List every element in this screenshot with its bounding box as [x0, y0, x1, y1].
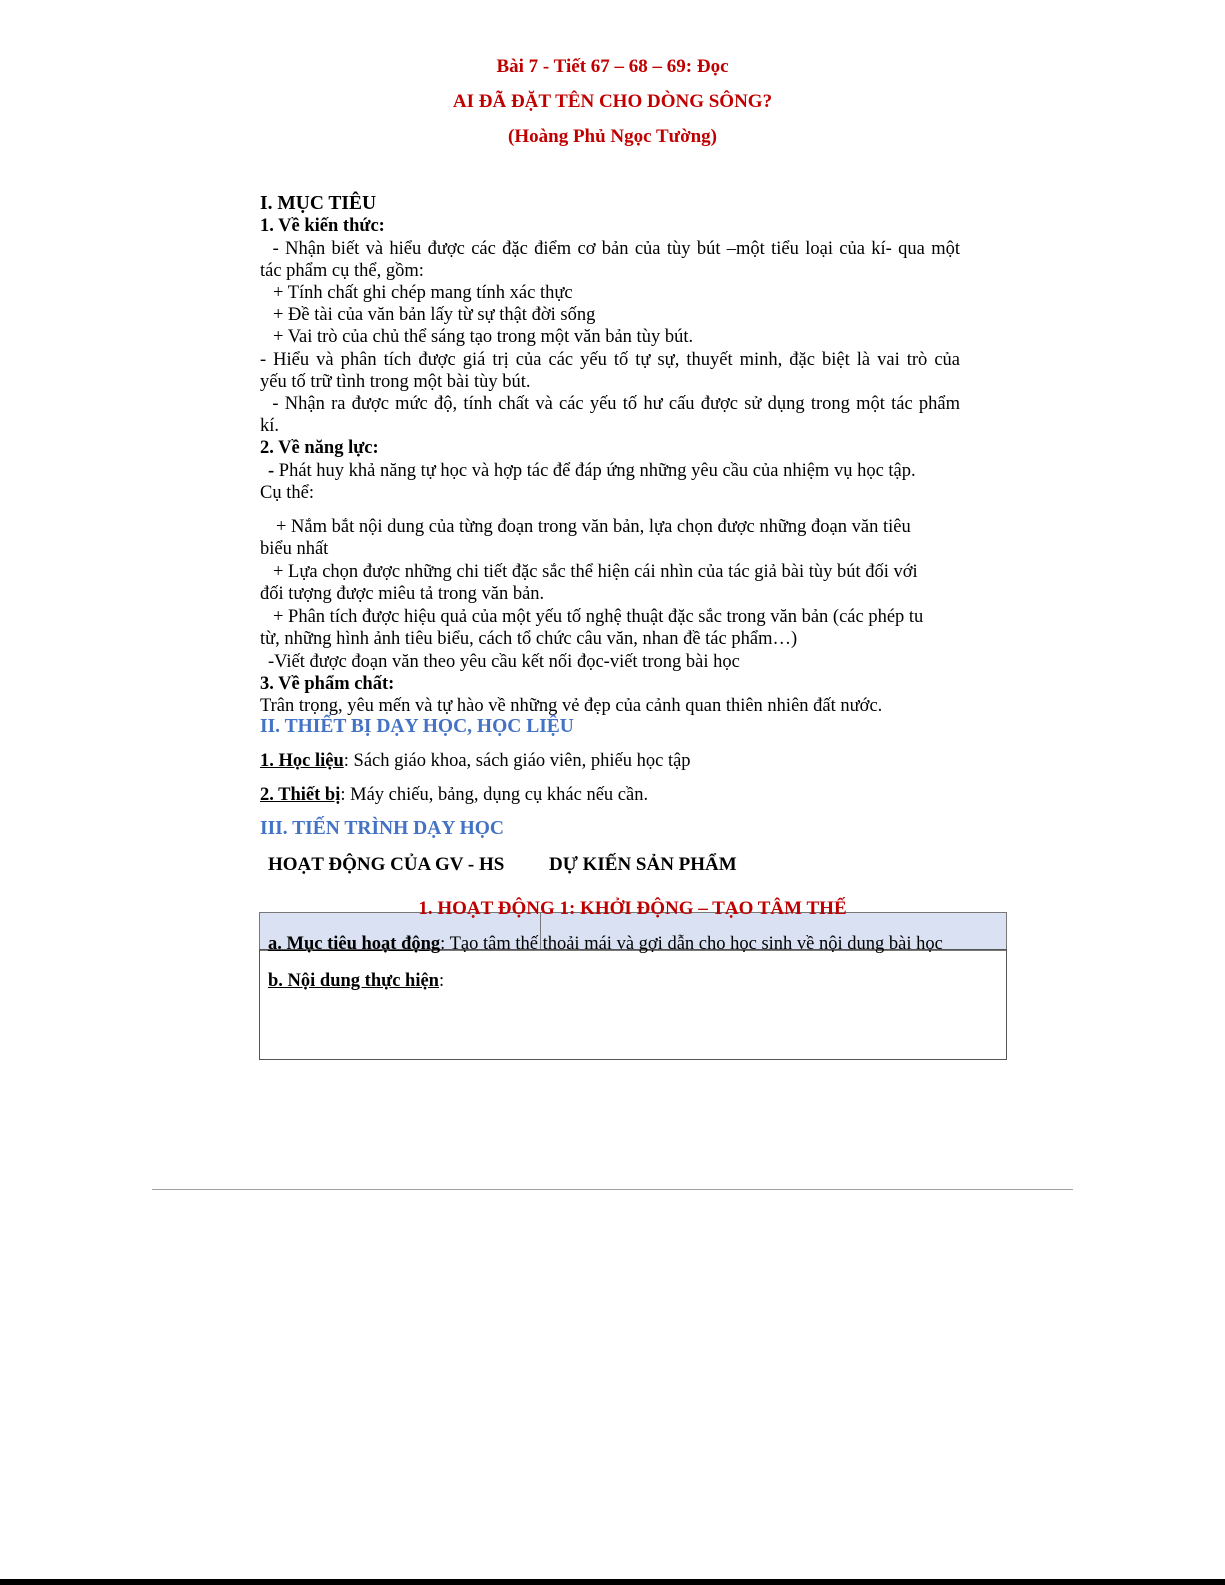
section-process-heading: III. TIẾN TRÌNH DẠY HỌC: [260, 818, 504, 839]
materials-text: : Sách giáo khoa, sách giáo viên, phiếu học tập: [343, 751, 691, 771]
quality-heading: 3. Về phẩm chất:: [260, 674, 395, 694]
competence-item: + Lựa chọn được những chi tiết đặc sắc thể hiện cái nhìn của tác giả bài tùy bút đối với: [273, 562, 918, 582]
materials-label: 1. Học liệu: [260, 751, 344, 771]
content-line: [268, 970, 444, 992]
activity-title: 1. HOẠT ĐỘNG 1: KHỞI ĐỘNG – TẠO TÂM THẾ: [418, 898, 847, 919]
competence-item: + Nắm bắt nội dung của từng đoạn trong văn bản, lựa chọn được những đoạn văn tiêu: [276, 517, 911, 537]
competence-text: Cụ thể:: [260, 483, 314, 503]
quality-text: Trân trọng, yêu mến và tự hào về những vẻ đẹp của cảnh quan thiên nhiên đất nước.: [260, 696, 883, 716]
author-line: (Hoàng Phủ Ngọc Tường): [508, 126, 717, 147]
goal-label: a. Mục tiêu hoạt động: [268, 934, 441, 954]
competence-item: biểu nhất: [260, 539, 329, 559]
column-header-activities: HOẠT ĐỘNG CỦA GV - HS: [268, 854, 505, 875]
knowledge-text: yếu tố trữ tình trong một bài tùy bút.: [260, 372, 531, 392]
section-equipment-heading: II. THIẾT BỊ DẠY HỌC, HỌC LIỆU: [260, 716, 574, 737]
document-title: AI ĐÃ ĐẶT TÊN CHO DÒNG SÔNG?: [452, 91, 773, 112]
competence-item: -Viết được đoạn văn theo yêu cầu kết nối đọc-viết trong bài học: [268, 652, 740, 672]
competence-dash: -: [268, 461, 275, 481]
equipment-line: [260, 784, 648, 806]
lesson-line: Bài 7 - Tiết 67 – 68 – 69: Đọc: [496, 56, 729, 77]
knowledge-text: - Hiểu và phân tích được giá trị của các yếu tố tự sự, thuyết minh, đặc biệt là vai trò của: [260, 350, 960, 370]
goal-text: : Tạo tâm thế thoải mái và gợi dẫn cho học sinh về nội dung bài học: [440, 934, 943, 954]
equipment-text: : Máy chiếu, bảng, dụng cụ khác nếu cần.: [340, 785, 649, 805]
page-divider: [152, 1189, 1073, 1190]
competence-item: từ, những hình ảnh tiêu biểu, cách tổ chức câu văn, nhan đề tác phẩm…): [260, 629, 798, 649]
knowledge-text: tác phẩm cụ thể, gồm:: [260, 261, 424, 281]
knowledge-text: - Nhận ra được mức độ, tính chất và các yếu tố hư cấu được sử dụng trong một tác phẩm: [260, 394, 960, 414]
competence-line: Phát huy khả năng tự học và hợp tác để đáp ứng những yêu cầu của nhiệm vụ học tập.: [274, 461, 916, 481]
content-label: b. Nội dung thực hiện: [268, 971, 439, 991]
column-header-products: DỰ KIẾN SẢN PHẨM: [549, 854, 737, 875]
table-body: [259, 949, 1007, 1060]
knowledge-text: - Nhận biết và hiểu được các đặc điểm cơ bản của tùy bút –một tiểu loại của kí- qua một: [260, 239, 960, 259]
knowledge-heading: 1. Về kiến thức:: [260, 216, 385, 236]
competence-item: + Phân tích được hiệu quả của một yếu tố nghệ thuật đặc sắc trong văn bản (các phép tu: [273, 607, 924, 627]
knowledge-text: kí.: [260, 416, 280, 436]
goal-line: [268, 933, 943, 955]
section-objectives-heading: I. MỤC TIÊU: [260, 193, 377, 214]
knowledge-item: + Tính chất ghi chép mang tính xác thực: [273, 283, 573, 303]
content-colon: :: [438, 971, 445, 991]
competence-text: [260, 460, 960, 482]
knowledge-item: + Đề tài của văn bản lấy từ sự thật đời sống: [273, 305, 596, 325]
competence-heading: 2. Về năng lực:: [260, 438, 379, 458]
competence-item: đối tượng được miêu tả trong văn bản.: [260, 584, 545, 604]
equipment-label: 2. Thiết bị: [260, 785, 341, 805]
bottom-edge-bar: [0, 1579, 1225, 1585]
materials-line: [260, 750, 691, 772]
knowledge-item: + Vai trò của chủ thể sáng tạo trong một văn bản tùy bút.: [273, 327, 694, 347]
